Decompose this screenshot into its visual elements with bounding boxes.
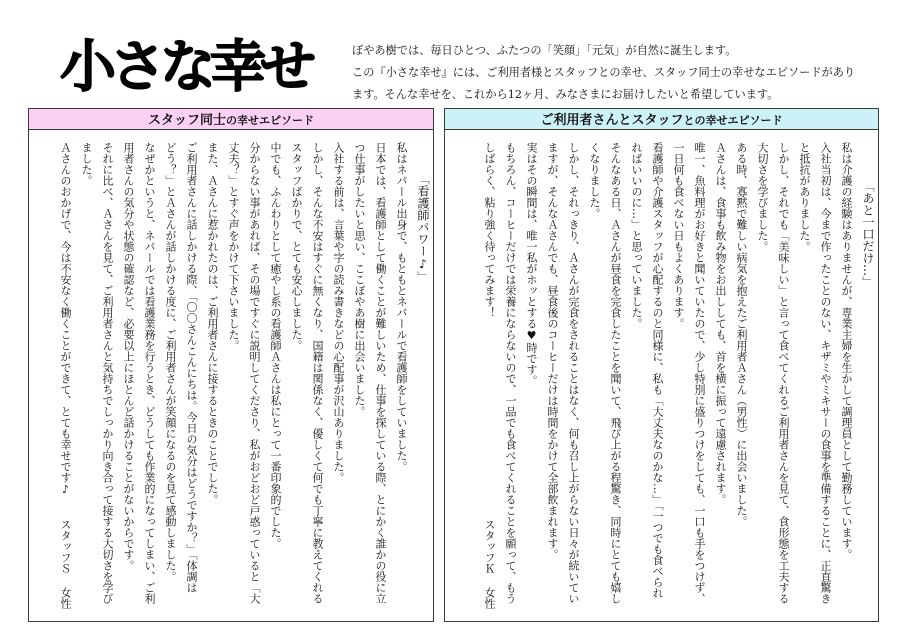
story-line: スタッフばかりで、とても安心しました。 bbox=[290, 142, 303, 351]
story-line: つ仕事がしたいと思い、ここぼやあ樹に出会いました。 bbox=[353, 142, 366, 417]
story-closing-line: しばらく、粘り強く待ってみます！ bbox=[483, 142, 496, 318]
story-line: しかし、そんな不安はすぐに無くなり、国籍は関係なく、優しくて何でも丁寧に教えてくれる bbox=[311, 142, 324, 604]
story-line: ればいいのに…」と思っていました。 bbox=[630, 142, 643, 329]
intro-line: ます。そんな幸せを、これから12ヶ月、みなさまにお届けしたいと希望しています。 bbox=[352, 88, 779, 101]
intro-line: この『小さな幸せ』には、ご利用者様とスタッフとの幸せ、スタッフ同士の幸せなエピソードがあり bbox=[352, 66, 856, 79]
story-line: ますが、そんなＡさんでも、昼食後のコーヒーだけは時間をかけて全部飲まれます。 bbox=[546, 142, 559, 560]
story-line: 入社当初は、今まで作ったことのない、キザミやミキサーの食事を準備することに、正直驚き bbox=[819, 142, 832, 604]
story-title: 「看護師パワー♪」 bbox=[416, 173, 430, 283]
story-line: 日本では、看護師として働くことが難しいため、仕事を探している際、とにかく誰かの役に立 bbox=[374, 142, 387, 604]
story-line: 一日何も食べない日もよくあります。 bbox=[672, 142, 685, 329]
panel-header-main: スタッフ同士 bbox=[147, 113, 226, 128]
story-line: 看護師や介護スタッフが心配するのと同様に、私も「大丈夫なのかな…」「一つでも食べられ bbox=[651, 142, 664, 599]
story-line: 中でも、ふんわりとして癒やし系の看護師Ａさんは私にとって一番印象的でした。 bbox=[269, 142, 282, 549]
staff-episode-panel bbox=[28, 108, 434, 622]
story-line: なぜかというと、ネパールでは看護業務を行うとき、どうしても作業的になってしまい、ご利 bbox=[143, 142, 156, 604]
story-line: どう？」とＡさんが話しかける度に、ご利用者さんが笑顔になるのを見て感動しました。 bbox=[164, 142, 177, 582]
story-line: 私はネパール出身で、もともとネパールで看護師をしていました。 bbox=[395, 142, 408, 472]
story-line: 丈夫？」とすぐ声をかけて下さいました。 bbox=[227, 142, 240, 351]
panel-header-suffix: の幸せエピソード bbox=[226, 114, 314, 127]
panel-header bbox=[445, 109, 878, 130]
user-episode-panel bbox=[444, 108, 879, 622]
story-line: と抵抗がありました。 bbox=[798, 142, 811, 252]
page-title: 小さな幸せ bbox=[60, 35, 310, 100]
story-line: しかし、それでも「美味しい」と言って食べてくれるご利用者さんを見て、食形態を工夫する bbox=[777, 142, 790, 604]
story-line: 私は介護の経験はありませんが、専業主婦を生かして調理員として勤務しています。 bbox=[840, 142, 853, 560]
story-line: 入社する前は、言葉や字の読み書きなどの心配事が沢山ありました。 bbox=[332, 142, 345, 483]
story-body bbox=[55, 142, 433, 609]
story-line: 大切さを学びました。 bbox=[756, 142, 769, 252]
story-line: 実はその瞬間は、唯一私がホッとする♥時です。 bbox=[525, 142, 538, 386]
story-line: そんなある日、Ａさんが昼食を完食したことを聞いて、飛び上がる程驚き、同時にとても嬉し bbox=[609, 142, 622, 604]
story-line: もちろん、コーヒーだけでは栄養にならないので、一品でも食べてくれることを願って、もう bbox=[504, 142, 517, 604]
intro-line: ぼやあ樹では、毎日ひとつ、ふたつの「笑顔」「元気」が自然に誕生します。 bbox=[352, 44, 737, 57]
story-line: Ａさんは、食事も飲み物をお出ししても、首を横に振って遠慮されます。 bbox=[714, 142, 727, 505]
story-line: しかし、それっきり、Ａさんが完食をされることはなく、何も召し上がらない日々が続いてい bbox=[567, 142, 580, 604]
signature-gender: 女性 bbox=[59, 587, 72, 609]
story-title: 「あと一口だけ…」 bbox=[861, 180, 875, 288]
story-line: 用者さんの気分や状態の確認など、必要以上にほとんど話かけることがないからです。 bbox=[122, 142, 135, 571]
intro-text bbox=[352, 40, 892, 106]
story-line: また、Ａさんに惹かれたのは、ご利用者さんに接するときのことでした。 bbox=[206, 142, 219, 505]
story-line: ご利用者さんに話しかける際、「〇〇さんこんにちは。今日の気分はどうですか？」「体調は bbox=[185, 142, 198, 593]
signature-name: スタッフＳ bbox=[59, 518, 72, 574]
story-line: ました。 bbox=[80, 142, 93, 186]
signature bbox=[55, 519, 76, 609]
story-body bbox=[479, 142, 878, 609]
story-line: ある時、寡黙で難しい病気を抱えたご利用者Ａさん（男性）に出会いました。 bbox=[735, 142, 748, 527]
signature bbox=[479, 519, 500, 609]
signature-gender: 女性 bbox=[483, 587, 496, 609]
story-closing-line: Ａさんのおかげで、今は不安なく働くことができて、とても幸せです♪ bbox=[59, 142, 72, 496]
panel-header-suffix: との幸せエピソード bbox=[683, 114, 783, 127]
story-line: 分からない事があれば、その場ですぐに説明してくださり、私がおどおど戸惑っていると「大 bbox=[248, 142, 261, 604]
story-line: くなりました。 bbox=[588, 142, 601, 219]
panel-header bbox=[29, 109, 433, 130]
story-line: 唯一、魚料理がお好きと聞いていたので、少し特別に盛りつけをしても、一口も手をつけず、 bbox=[693, 142, 706, 604]
signature-name: スタッフＫ bbox=[483, 518, 496, 574]
story-line: それに比べ、Ａさんを見て、ご利用者さんと気持ちでしっかり向き合って接する大切さを学び bbox=[101, 142, 114, 604]
panel-header-main: ご利用者さんとスタッフ bbox=[540, 113, 684, 128]
